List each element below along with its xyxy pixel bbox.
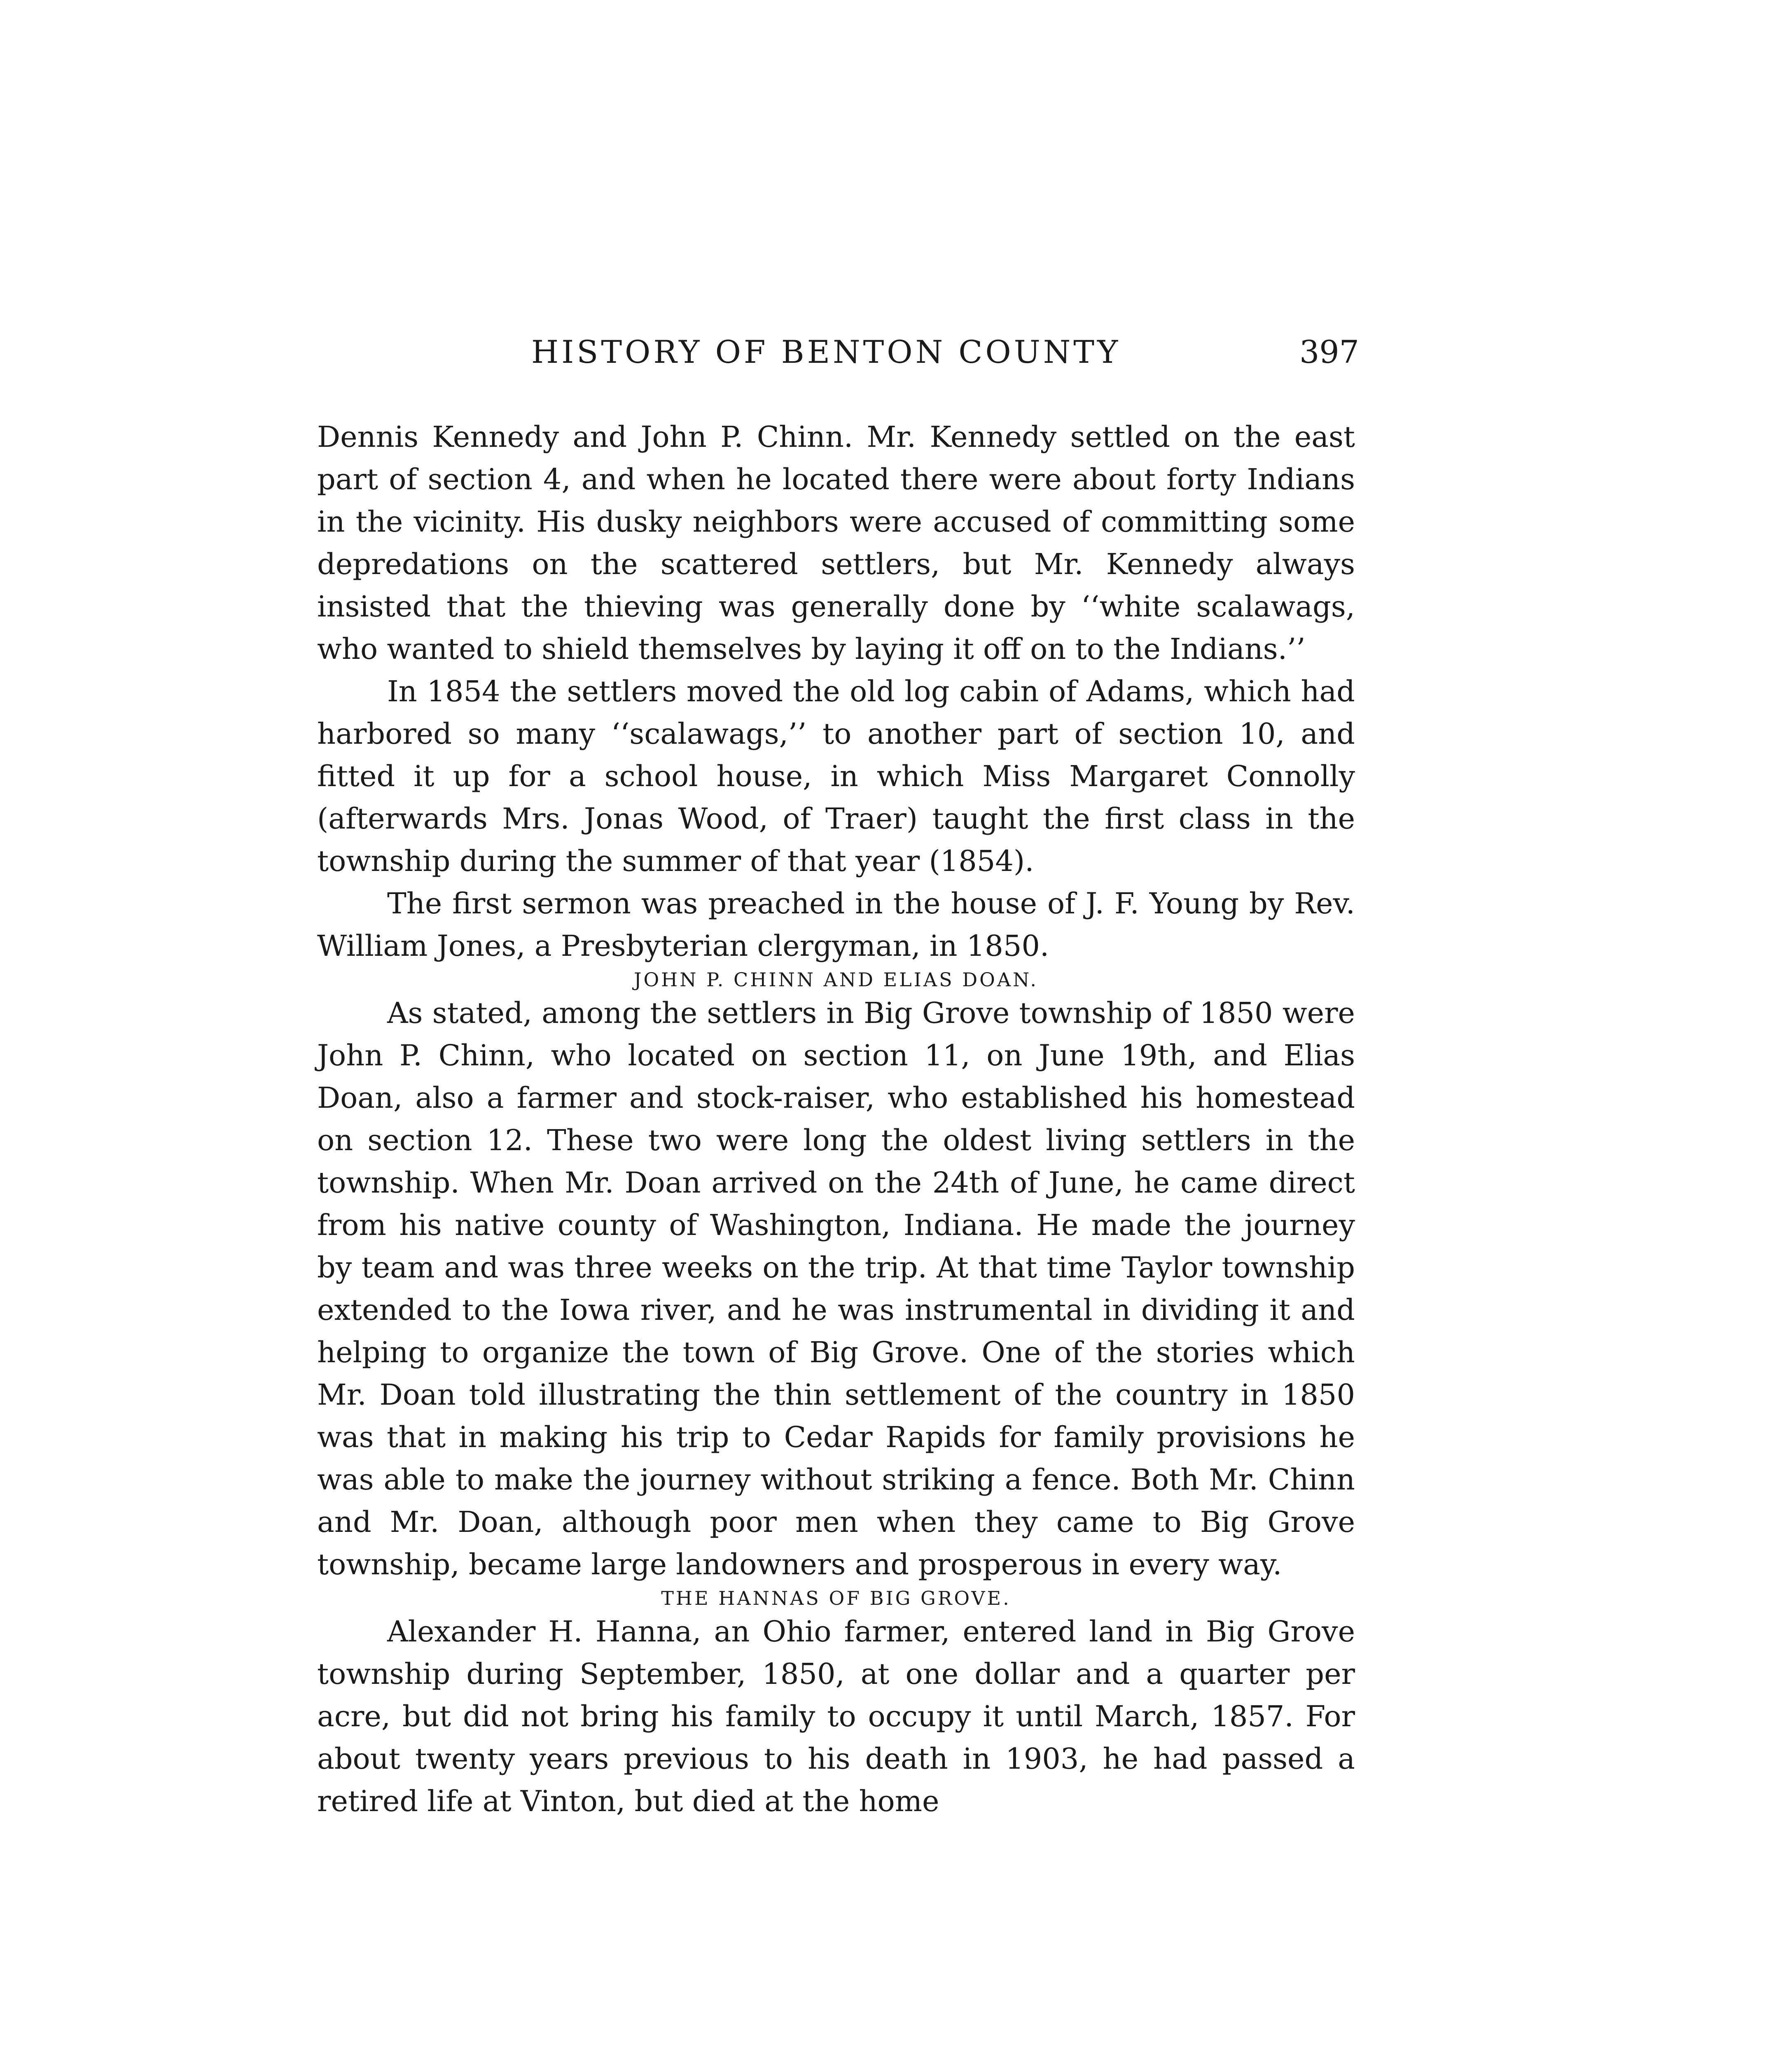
section-heading-hannas: THE HANNAS OF BIG GROVE. [661, 1587, 1011, 1609]
page-number: 397 [1299, 334, 1359, 370]
paragraph-chinn-doan: As stated, among the settlers in Big Grove township of 1850 were John P. Chinn, who located on section 11, on June 19th, and Elias Doan, also a farmer and stock-raiser, who established his homestead on section 12. These two were long the oldest living settlers in the township. When Mr. Doan arrived on the 24th of June, he came direct from his native county of Washington, Indiana. He made the journey by team and was three weeks on the trip. At that time Taylor township extended to the Iowa river, and he was instrumental in dividing it and helping to organize the town of Big Grove. One of the stories which Mr. Doan told illustrating the thin settlement of the country in 1850 was that in making his trip to Cedar Rapids for family provisions he was able to make the journey without striking a fence. Both Mr. Chinn and Mr. Doan, although poor men when they came to Big Grove township, became large landowners and prosperous in every way. [317, 996, 1355, 1581]
running-title: HISTORY OF BENTON COUNTY [531, 334, 1121, 370]
body-text [317, 416, 1355, 1823]
page-header [321, 329, 1359, 375]
paragraph-kennedy: Dennis Kennedy and John P. Chinn. Mr. Kennedy settled on the east part of section 4, and when he located there were about forty Indians in the vicinity. His dusky neighbors were accused of committing some depredations on the scattered settlers, but Mr. Kennedy always insisted that the thieving was generally done by ‘‘white scalawags, who wanted to shield themselves by laying it off on to the Indians.’’ [317, 420, 1355, 666]
paragraph-school-house: In 1854 the settlers moved the old log cabin of Adams, which had harbored so many ‘‘scalawags,’’ to another part of section 10, and fitted it up for a school house, in which Miss Margaret Connolly (afterwards Mrs. Jonas Wood, of Traer) taught the first class in the township during the summer of that year (1854). [317, 675, 1355, 878]
section-heading-chinn-doan: JOHN P. CHINN AND ELIAS DOAN. [634, 969, 1038, 991]
paragraph-first-sermon: The first sermon was preached in the house of J. F. Young by Rev. William Jones, a Presbyterian clergyman, in 1850. [317, 887, 1355, 963]
paragraph-hanna: Alexander H. Hanna, an Ohio farmer, entered land in Big Grove township during September, 1850, at one dollar and a quarter per acre, but did not bring his family to occupy it until March, 1857. For about twenty years previous to his death in 1903, he had passed a retired life at Vinton, but died at the home [317, 1615, 1355, 1818]
